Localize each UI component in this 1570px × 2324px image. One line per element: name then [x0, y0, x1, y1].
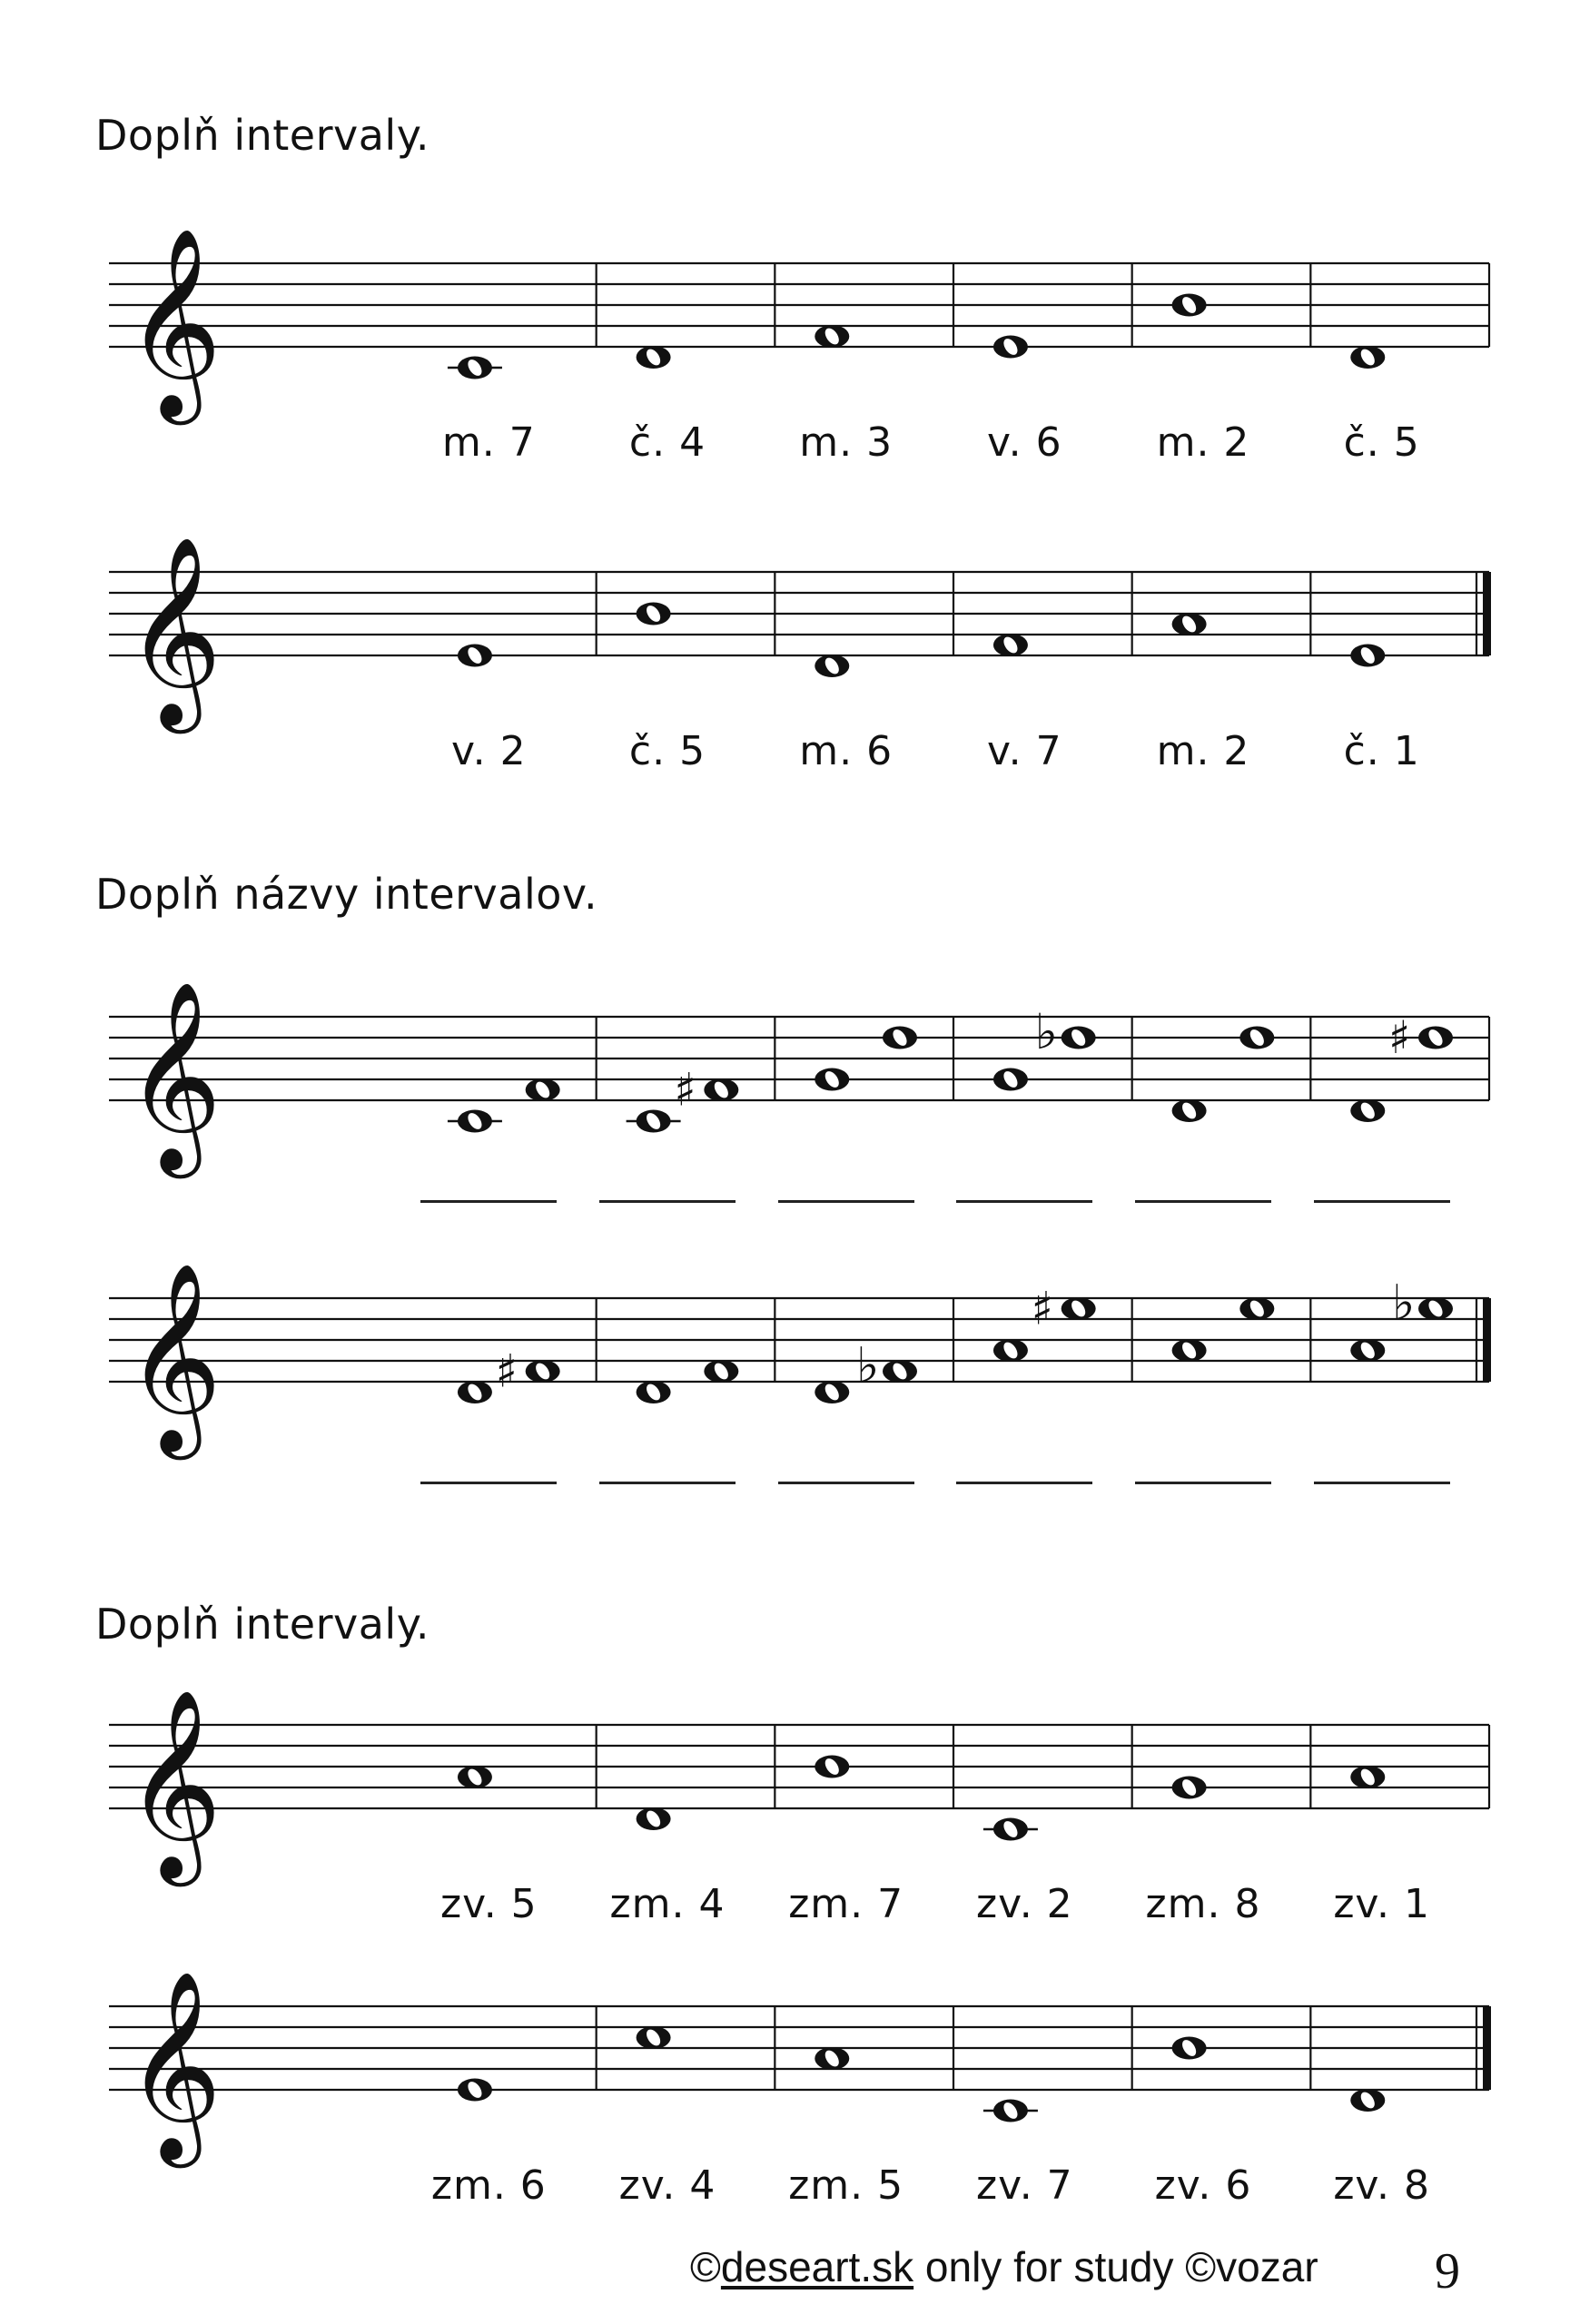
treble-clef-icon: 𝄞 [125, 1689, 222, 1878]
music-staff-4 [91, 1253, 1507, 1462]
answer-blank-line[interactable] [1314, 1200, 1450, 1203]
interval-label: zm. 8 [1145, 1881, 1261, 1927]
whole-note [1350, 1766, 1385, 1788]
whole-note [526, 1078, 560, 1101]
whole-note [993, 1818, 1028, 1841]
answer-blank-line[interactable] [1314, 1482, 1450, 1484]
interval-label: č. 5 [628, 728, 706, 774]
flat-icon: ♭ [1034, 1003, 1059, 1060]
copyright-suffix: only for study ©vozar [913, 2243, 1318, 2290]
treble-clef-icon: 𝄞 [125, 536, 222, 725]
section-heading-3: Doplň intervaly. [95, 1600, 430, 1649]
treble-clef-icon: 𝄞 [125, 1262, 222, 1452]
interval-label: zm. 7 [788, 1881, 904, 1927]
whole-note [1172, 1777, 1207, 1799]
treble-clef-icon: 𝄞 [125, 980, 222, 1170]
treble-clef-icon: 𝄞 [125, 1970, 222, 2160]
answer-blank-line[interactable] [1135, 1482, 1271, 1484]
whole-note [815, 1068, 849, 1091]
interval-label: zm. 6 [430, 2162, 547, 2209]
interval-label: v. 6 [987, 419, 1062, 466]
sharp-icon: ♯ [674, 1063, 696, 1117]
section-heading-1: Doplň intervaly. [95, 111, 430, 160]
whole-note [704, 1078, 738, 1101]
whole-note [1061, 1297, 1096, 1320]
whole-note [883, 1360, 917, 1383]
whole-note [458, 357, 492, 379]
interval-label: č. 5 [1343, 419, 1420, 466]
whole-note [1239, 1027, 1274, 1049]
interval-label: m. 3 [799, 419, 894, 466]
whole-note [1418, 1027, 1453, 1049]
music-staff-2 [91, 527, 1507, 735]
music-staff-6 [91, 1961, 1507, 2170]
interval-label: m. 2 [1156, 419, 1250, 466]
whole-note [1350, 645, 1385, 667]
whole-note [993, 336, 1028, 359]
sharp-icon: ♯ [1031, 1282, 1053, 1335]
whole-note [815, 1381, 849, 1403]
whole-note [458, 645, 492, 667]
final-barline-thick [1483, 2006, 1491, 2090]
copyright-footer [690, 2242, 1318, 2291]
copyright-prefix: © [690, 2243, 721, 2290]
interval-label: zv. 1 [1333, 1881, 1430, 1927]
whole-note [993, 1068, 1028, 1091]
answer-blank-line[interactable] [1135, 1200, 1271, 1203]
whole-note [458, 2079, 492, 2102]
whole-note [1350, 346, 1385, 369]
interval-label: č. 4 [628, 419, 706, 466]
flat-icon: ♭ [856, 1336, 880, 1394]
whole-note [815, 325, 849, 348]
whole-note [1239, 1297, 1274, 1320]
final-barline-thick [1483, 572, 1491, 655]
interval-label: zm. 5 [788, 2162, 904, 2209]
whole-note [1172, 613, 1207, 635]
whole-note [993, 1339, 1028, 1362]
section-heading-2: Doplň názvy intervalov. [95, 870, 598, 919]
interval-label: v. 7 [987, 728, 1062, 774]
whole-note [815, 655, 849, 677]
sharp-icon: ♯ [495, 1344, 518, 1398]
whole-note [1350, 1099, 1385, 1122]
whole-note [1061, 1027, 1096, 1049]
interval-label: zv. 4 [618, 2162, 716, 2209]
interval-label: zv. 8 [1333, 2162, 1430, 2209]
interval-label: m. 2 [1156, 728, 1250, 774]
whole-note [637, 603, 671, 625]
whole-note [1172, 1339, 1207, 1362]
whole-note [1350, 1339, 1385, 1362]
website-link[interactable]: deseart.sk [720, 2243, 914, 2290]
whole-note [637, 1807, 671, 1830]
interval-label: zv. 2 [975, 1881, 1073, 1927]
whole-note [526, 1360, 560, 1383]
whole-note [1418, 1297, 1453, 1320]
interval-label: m. 6 [799, 728, 894, 774]
answer-blank-line[interactable] [778, 1200, 914, 1203]
whole-note [1172, 1099, 1207, 1122]
whole-note [883, 1027, 917, 1049]
page-number: 9 [1435, 2243, 1460, 2299]
whole-note [637, 1381, 671, 1403]
whole-note [458, 1381, 492, 1403]
interval-label: zv. 5 [439, 1881, 538, 1927]
whole-note [1172, 294, 1207, 317]
whole-note [815, 1756, 849, 1778]
answer-blank-line[interactable] [599, 1200, 736, 1203]
whole-note [637, 346, 671, 369]
answer-blank-line[interactable] [420, 1482, 557, 1484]
final-barline-thick [1483, 1298, 1491, 1382]
music-staff-1 [91, 218, 1507, 427]
interval-label: v. 2 [451, 728, 527, 774]
music-staff-5 [91, 1679, 1507, 1888]
whole-note [993, 634, 1028, 656]
whole-note [704, 1360, 738, 1383]
answer-blank-line[interactable] [420, 1200, 557, 1203]
whole-note [458, 1110, 492, 1133]
whole-note [815, 2047, 849, 2070]
interval-label: zv. 7 [975, 2162, 1073, 2209]
whole-note [1172, 2037, 1207, 2060]
interval-label: m. 7 [441, 419, 536, 466]
whole-note [458, 1766, 492, 1788]
whole-note [993, 2100, 1028, 2122]
interval-label: zm. 4 [609, 1881, 726, 1927]
interval-label: zv. 6 [1154, 2162, 1252, 2209]
flat-icon: ♭ [1392, 1274, 1416, 1332]
answer-blank-line[interactable] [599, 1482, 736, 1484]
answer-blank-line[interactable] [956, 1482, 1092, 1484]
whole-note [1350, 2089, 1385, 2112]
whole-note [637, 1110, 671, 1133]
interval-label: č. 1 [1343, 728, 1420, 774]
whole-note [637, 2026, 671, 2049]
treble-clef-icon: 𝄞 [125, 227, 222, 417]
music-staff-3 [91, 971, 1507, 1180]
answer-blank-line[interactable] [778, 1482, 914, 1484]
sharp-icon: ♯ [1388, 1011, 1411, 1064]
answer-blank-line[interactable] [956, 1200, 1092, 1203]
